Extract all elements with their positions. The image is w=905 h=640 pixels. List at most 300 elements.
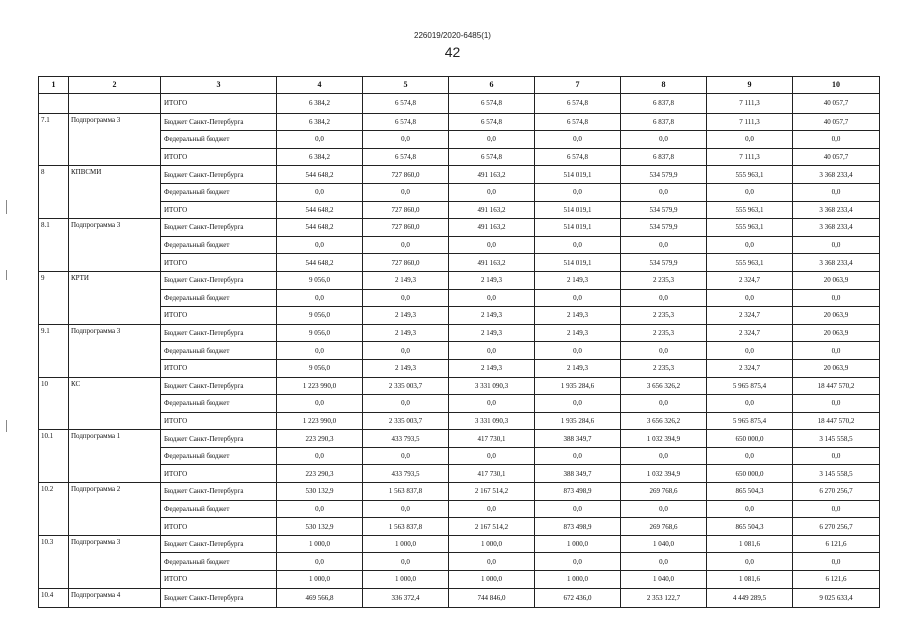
amount-cell: 417 730,1 xyxy=(449,465,535,483)
amount-cell: 865 504,3 xyxy=(707,518,793,536)
funding-source-cell: ИТОГО xyxy=(161,94,277,114)
amount-cell: 0,0 xyxy=(277,131,363,149)
amount-cell: 6 574,8 xyxy=(535,148,621,166)
amount-cell: 9 056,0 xyxy=(277,324,363,342)
funding-source-cell: Бюджет Санкт-Петербурга xyxy=(161,535,277,553)
table-row xyxy=(39,483,880,501)
amount-cell: 2 149,3 xyxy=(535,271,621,289)
funding-source-cell: Бюджет Санкт-Петербурга xyxy=(161,166,277,184)
amount-cell: 0,0 xyxy=(363,131,449,149)
funding-source-cell: ИТОГО xyxy=(161,307,277,325)
amount-cell: 727 860,0 xyxy=(363,201,449,219)
amount-cell: 6 574,8 xyxy=(449,148,535,166)
amount-cell: 9 056,0 xyxy=(277,307,363,325)
amount-cell: 0,0 xyxy=(707,342,793,360)
funding-source-cell: ИТОГО xyxy=(161,412,277,430)
amount-cell: 20 063,9 xyxy=(793,324,880,342)
amount-cell: 873 498,9 xyxy=(535,518,621,536)
funding-source-cell: Бюджет Санкт-Петербурга xyxy=(161,271,277,289)
table-row xyxy=(39,201,880,219)
funding-source-cell: Федеральный бюджет xyxy=(161,236,277,254)
amount-cell: 433 793,5 xyxy=(363,465,449,483)
amount-cell: 0,0 xyxy=(707,553,793,571)
amount-cell: 1 223 990,0 xyxy=(277,377,363,395)
amount-cell: 1 935 284,6 xyxy=(535,377,621,395)
funding-source-cell: Федеральный бюджет xyxy=(161,395,277,413)
amount-cell: 530 132,9 xyxy=(277,483,363,501)
amount-cell: 6 574,8 xyxy=(535,113,621,131)
amount-cell: 1 563 837,8 xyxy=(363,483,449,501)
amount-cell: 1 081,6 xyxy=(707,571,793,589)
scan-edge-mark xyxy=(6,420,7,432)
amount-cell: 0,0 xyxy=(535,447,621,465)
amount-cell: 0,0 xyxy=(363,236,449,254)
amount-cell: 865 504,3 xyxy=(707,483,793,501)
amount-cell: 0,0 xyxy=(793,395,880,413)
amount-cell: 269 768,6 xyxy=(621,483,707,501)
amount-cell: 2 149,3 xyxy=(449,359,535,377)
amount-cell: 514 019,1 xyxy=(535,201,621,219)
amount-cell: 0,0 xyxy=(621,342,707,360)
column-header: 9 xyxy=(707,77,793,94)
amount-cell: 0,0 xyxy=(449,447,535,465)
amount-cell: 544 648,2 xyxy=(277,201,363,219)
table-row xyxy=(39,500,880,518)
table-row xyxy=(39,342,880,360)
amount-cell: 2 335 003,7 xyxy=(363,412,449,430)
amount-cell: 672 436,0 xyxy=(535,588,621,608)
amount-cell: 2 167 514,2 xyxy=(449,483,535,501)
column-header: 2 xyxy=(69,77,161,94)
funding-source-cell: Бюджет Санкт-Петербурга xyxy=(161,377,277,395)
amount-cell: 0,0 xyxy=(277,183,363,201)
amount-cell: 269 768,6 xyxy=(621,518,707,536)
funding-source-cell: Бюджет Санкт-Петербурга xyxy=(161,430,277,448)
amount-cell: 2 335 003,7 xyxy=(363,377,449,395)
amount-cell: 417 730,1 xyxy=(449,430,535,448)
amount-cell: 7 111,3 xyxy=(707,148,793,166)
amount-cell: 6 574,8 xyxy=(363,113,449,131)
column-header: 8 xyxy=(621,77,707,94)
table-row xyxy=(39,571,880,589)
table-row xyxy=(39,465,880,483)
amount-cell: 223 290,3 xyxy=(277,430,363,448)
amount-cell: 2 149,3 xyxy=(449,271,535,289)
amount-cell: 727 860,0 xyxy=(363,219,449,237)
amount-cell: 1 000,0 xyxy=(535,535,621,553)
amount-cell: 534 579,9 xyxy=(621,254,707,272)
amount-cell: 20 063,9 xyxy=(793,271,880,289)
amount-cell: 4 449 289,5 xyxy=(707,588,793,608)
funding-source-cell: Федеральный бюджет xyxy=(161,183,277,201)
amount-cell: 18 447 570,2 xyxy=(793,377,880,395)
amount-cell: 3 368 233,4 xyxy=(793,201,880,219)
row-number-cell xyxy=(39,94,69,114)
column-header: 10 xyxy=(793,77,880,94)
page-number: 42 xyxy=(444,44,461,60)
table-row xyxy=(39,131,880,149)
amount-cell: 7 111,3 xyxy=(707,94,793,114)
table-header-row xyxy=(39,77,880,94)
amount-cell: 0,0 xyxy=(277,447,363,465)
table-row xyxy=(39,395,880,413)
funding-source-cell: Федеральный бюджет xyxy=(161,131,277,149)
amount-cell: 469 566,8 xyxy=(277,588,363,608)
amount-cell: 0,0 xyxy=(793,553,880,571)
program-name-cell: Подпрограмма 1 xyxy=(69,430,161,483)
program-name-cell: Подпрограмма 3 xyxy=(69,324,161,377)
amount-cell: 0,0 xyxy=(707,289,793,307)
funding-source-cell: ИТОГО xyxy=(161,465,277,483)
funding-source-cell: ИТОГО xyxy=(161,201,277,219)
table-row xyxy=(39,307,880,325)
amount-cell: 2 324,7 xyxy=(707,307,793,325)
column-header: 1 xyxy=(39,77,69,94)
funding-source-cell: Бюджет Санкт-Петербурга xyxy=(161,588,277,608)
row-number-cell: 10.3 xyxy=(39,535,69,588)
amount-cell: 0,0 xyxy=(793,289,880,307)
amount-cell: 0,0 xyxy=(793,342,880,360)
amount-cell: 0,0 xyxy=(621,183,707,201)
row-number-cell: 7.1 xyxy=(39,113,69,166)
amount-cell: 2 149,3 xyxy=(363,271,449,289)
amount-cell: 3 368 233,4 xyxy=(793,219,880,237)
amount-cell: 18 447 570,2 xyxy=(793,412,880,430)
amount-cell: 0,0 xyxy=(363,447,449,465)
amount-cell: 2 235,3 xyxy=(621,307,707,325)
amount-cell: 6 837,8 xyxy=(621,148,707,166)
amount-cell: 491 163,2 xyxy=(449,166,535,184)
program-name-cell: КПВСМИ xyxy=(69,166,161,219)
program-name-cell: Подпрограмма 3 xyxy=(69,535,161,588)
amount-cell: 388 349,7 xyxy=(535,430,621,448)
funding-source-cell: ИТОГО xyxy=(161,359,277,377)
amount-cell: 40 057,7 xyxy=(793,113,880,131)
amount-cell: 744 846,0 xyxy=(449,588,535,608)
amount-cell: 1 000,0 xyxy=(277,535,363,553)
funding-source-cell: Федеральный бюджет xyxy=(161,500,277,518)
amount-cell: 0,0 xyxy=(793,447,880,465)
amount-cell: 0,0 xyxy=(277,236,363,254)
amount-cell: 1 000,0 xyxy=(363,571,449,589)
amount-cell: 0,0 xyxy=(363,553,449,571)
amount-cell: 6 837,8 xyxy=(621,94,707,114)
row-number-cell: 10.4 xyxy=(39,588,69,608)
amount-cell: 0,0 xyxy=(707,236,793,254)
amount-cell: 0,0 xyxy=(707,183,793,201)
amount-cell: 1 081,6 xyxy=(707,535,793,553)
amount-cell: 1 000,0 xyxy=(535,571,621,589)
amount-cell: 3 656 326,2 xyxy=(621,412,707,430)
program-name-cell: Подпрограмма 3 xyxy=(69,113,161,166)
amount-cell: 1 040,0 xyxy=(621,535,707,553)
amount-cell: 1 935 284,6 xyxy=(535,412,621,430)
column-header: 3 xyxy=(161,77,277,94)
amount-cell: 544 648,2 xyxy=(277,166,363,184)
amount-cell: 40 057,7 xyxy=(793,94,880,114)
amount-cell: 2 149,3 xyxy=(363,307,449,325)
amount-cell: 336 372,4 xyxy=(363,588,449,608)
amount-cell: 0,0 xyxy=(449,131,535,149)
amount-cell: 1 000,0 xyxy=(449,535,535,553)
amount-cell: 3 368 233,4 xyxy=(793,166,880,184)
amount-cell: 2 324,7 xyxy=(707,359,793,377)
amount-cell: 5 965 875,4 xyxy=(707,377,793,395)
amount-cell: 1 032 394,9 xyxy=(621,430,707,448)
funding-source-cell: Бюджет Санкт-Петербурга xyxy=(161,219,277,237)
amount-cell: 544 648,2 xyxy=(277,254,363,272)
scan-edge-mark xyxy=(6,200,7,214)
amount-cell: 1 000,0 xyxy=(449,571,535,589)
amount-cell: 6 270 256,7 xyxy=(793,518,880,536)
table-row xyxy=(39,359,880,377)
amount-cell: 2 235,3 xyxy=(621,324,707,342)
table-row xyxy=(39,254,880,272)
row-number-cell: 8.1 xyxy=(39,219,69,272)
amount-cell: 0,0 xyxy=(621,447,707,465)
amount-cell: 2 149,3 xyxy=(363,359,449,377)
row-number-cell: 10.1 xyxy=(39,430,69,483)
amount-cell: 388 349,7 xyxy=(535,465,621,483)
amount-cell: 0,0 xyxy=(793,236,880,254)
amount-cell: 40 057,7 xyxy=(793,148,880,166)
amount-cell: 9 025 633,4 xyxy=(793,588,880,608)
amount-cell: 0,0 xyxy=(621,289,707,307)
table-row xyxy=(39,430,880,448)
amount-cell: 0,0 xyxy=(535,395,621,413)
table-row xyxy=(39,166,880,184)
amount-cell: 6 837,8 xyxy=(621,113,707,131)
funding-source-cell: Бюджет Санкт-Петербурга xyxy=(161,324,277,342)
amount-cell: 2 235,3 xyxy=(621,359,707,377)
amount-cell: 514 019,1 xyxy=(535,166,621,184)
amount-cell: 0,0 xyxy=(707,447,793,465)
amount-cell: 0,0 xyxy=(363,500,449,518)
amount-cell: 0,0 xyxy=(363,183,449,201)
amount-cell: 1 000,0 xyxy=(363,535,449,553)
amount-cell: 0,0 xyxy=(621,131,707,149)
amount-cell: 727 860,0 xyxy=(363,166,449,184)
amount-cell: 6 384,2 xyxy=(277,113,363,131)
table-row xyxy=(39,113,880,131)
amount-cell: 491 163,2 xyxy=(449,201,535,219)
amount-cell: 650 000,0 xyxy=(707,430,793,448)
table-row xyxy=(39,289,880,307)
scan-edge-mark xyxy=(6,270,7,280)
table-row xyxy=(39,94,880,114)
table-row xyxy=(39,219,880,237)
amount-cell: 650 000,0 xyxy=(707,465,793,483)
amount-cell: 3 656 326,2 xyxy=(621,377,707,395)
amount-cell: 0,0 xyxy=(793,500,880,518)
amount-cell: 1 000,0 xyxy=(277,571,363,589)
amount-cell: 0,0 xyxy=(707,131,793,149)
amount-cell: 534 579,9 xyxy=(621,201,707,219)
amount-cell: 6 574,8 xyxy=(535,94,621,114)
column-header: 6 xyxy=(449,77,535,94)
amount-cell: 0,0 xyxy=(621,236,707,254)
amount-cell: 0,0 xyxy=(707,500,793,518)
amount-cell: 6 384,2 xyxy=(277,94,363,114)
amount-cell: 2 324,7 xyxy=(707,324,793,342)
amount-cell: 0,0 xyxy=(535,342,621,360)
amount-cell: 9 056,0 xyxy=(277,359,363,377)
amount-cell: 0,0 xyxy=(363,395,449,413)
budget-table-body xyxy=(39,77,880,608)
amount-cell: 6 574,8 xyxy=(363,148,449,166)
row-number-cell: 8 xyxy=(39,166,69,219)
amount-cell: 1 563 837,8 xyxy=(363,518,449,536)
table-row xyxy=(39,447,880,465)
funding-source-cell: Федеральный бюджет xyxy=(161,553,277,571)
row-number-cell: 10 xyxy=(39,377,69,430)
table-row xyxy=(39,148,880,166)
amount-cell: 0,0 xyxy=(449,395,535,413)
amount-cell: 555 963,1 xyxy=(707,201,793,219)
funding-source-cell: Федеральный бюджет xyxy=(161,289,277,307)
row-number-cell: 10.2 xyxy=(39,483,69,536)
amount-cell: 0,0 xyxy=(277,342,363,360)
table-row xyxy=(39,271,880,289)
amount-cell: 1 032 394,9 xyxy=(621,465,707,483)
funding-source-cell: Бюджет Санкт-Петербурга xyxy=(161,113,277,131)
table-row xyxy=(39,377,880,395)
amount-cell: 3 331 090,3 xyxy=(449,377,535,395)
amount-cell: 3 331 090,3 xyxy=(449,412,535,430)
column-header: 4 xyxy=(277,77,363,94)
amount-cell: 1 223 990,0 xyxy=(277,412,363,430)
amount-cell: 491 163,2 xyxy=(449,254,535,272)
table-row xyxy=(39,553,880,571)
amount-cell: 0,0 xyxy=(363,289,449,307)
document-number: 226019/2020-6485(1) xyxy=(414,31,491,40)
amount-cell: 0,0 xyxy=(621,395,707,413)
amount-cell: 514 019,1 xyxy=(535,219,621,237)
amount-cell: 0,0 xyxy=(535,500,621,518)
amount-cell: 0,0 xyxy=(277,553,363,571)
amount-cell: 0,0 xyxy=(449,183,535,201)
amount-cell: 6 574,8 xyxy=(363,94,449,114)
program-name-cell: КРТИ xyxy=(69,271,161,324)
amount-cell: 2 149,3 xyxy=(449,324,535,342)
amount-cell: 727 860,0 xyxy=(363,254,449,272)
amount-cell: 0,0 xyxy=(449,500,535,518)
funding-source-cell: Бюджет Санкт-Петербурга xyxy=(161,483,277,501)
row-number-cell: 9 xyxy=(39,271,69,324)
amount-cell: 0,0 xyxy=(707,395,793,413)
table-row xyxy=(39,588,880,608)
amount-cell: 20 063,9 xyxy=(793,359,880,377)
amount-cell: 1 040,0 xyxy=(621,571,707,589)
amount-cell: 6 574,8 xyxy=(449,94,535,114)
program-name-cell: КС xyxy=(69,377,161,430)
amount-cell: 0,0 xyxy=(535,553,621,571)
amount-cell: 6 121,6 xyxy=(793,535,880,553)
column-header: 5 xyxy=(363,77,449,94)
amount-cell: 555 963,1 xyxy=(707,166,793,184)
amount-cell: 433 793,5 xyxy=(363,430,449,448)
program-name-cell: Подпрограмма 2 xyxy=(69,483,161,536)
amount-cell: 555 963,1 xyxy=(707,254,793,272)
amount-cell: 7 111,3 xyxy=(707,113,793,131)
amount-cell: 0,0 xyxy=(535,289,621,307)
funding-source-cell: Федеральный бюджет xyxy=(161,447,277,465)
amount-cell: 2 167 514,2 xyxy=(449,518,535,536)
table-row xyxy=(39,518,880,536)
amount-cell: 2 353 122,7 xyxy=(621,588,707,608)
amount-cell: 6 574,8 xyxy=(449,113,535,131)
table-row xyxy=(39,236,880,254)
amount-cell: 534 579,9 xyxy=(621,166,707,184)
amount-cell: 534 579,9 xyxy=(621,219,707,237)
amount-cell: 0,0 xyxy=(793,183,880,201)
amount-cell: 2 149,3 xyxy=(535,324,621,342)
amount-cell: 6 121,6 xyxy=(793,571,880,589)
amount-cell: 0,0 xyxy=(449,289,535,307)
amount-cell: 555 963,1 xyxy=(707,219,793,237)
amount-cell: 0,0 xyxy=(363,342,449,360)
amount-cell: 6 270 256,7 xyxy=(793,483,880,501)
amount-cell: 0,0 xyxy=(535,236,621,254)
amount-cell: 0,0 xyxy=(621,553,707,571)
amount-cell: 0,0 xyxy=(449,342,535,360)
funding-source-cell: ИТОГО xyxy=(161,518,277,536)
amount-cell: 3 145 558,5 xyxy=(793,465,880,483)
program-name-cell: Подпрограмма 3 xyxy=(69,219,161,272)
row-number-cell: 9.1 xyxy=(39,324,69,377)
table-row xyxy=(39,412,880,430)
amount-cell: 3 368 233,4 xyxy=(793,254,880,272)
amount-cell: 2 149,3 xyxy=(449,307,535,325)
funding-source-cell: ИТОГО xyxy=(161,254,277,272)
column-header: 7 xyxy=(535,77,621,94)
amount-cell: 2 149,3 xyxy=(363,324,449,342)
amount-cell: 530 132,9 xyxy=(277,518,363,536)
amount-cell: 20 063,9 xyxy=(793,307,880,325)
funding-source-cell: ИТОГО xyxy=(161,571,277,589)
amount-cell: 514 019,1 xyxy=(535,254,621,272)
program-name-cell: Подпрограмма 4 xyxy=(69,588,161,608)
table-row xyxy=(39,183,880,201)
table-row xyxy=(39,324,880,342)
amount-cell: 223 290,3 xyxy=(277,465,363,483)
amount-cell: 0,0 xyxy=(449,236,535,254)
program-name-cell xyxy=(69,94,161,114)
amount-cell: 0,0 xyxy=(793,131,880,149)
amount-cell: 0,0 xyxy=(277,395,363,413)
amount-cell: 0,0 xyxy=(535,131,621,149)
amount-cell: 3 145 558,5 xyxy=(793,430,880,448)
amount-cell: 873 498,9 xyxy=(535,483,621,501)
funding-source-cell: Федеральный бюджет xyxy=(161,342,277,360)
funding-source-cell: ИТОГО xyxy=(161,148,277,166)
amount-cell: 0,0 xyxy=(277,500,363,518)
amount-cell: 2 324,7 xyxy=(707,271,793,289)
amount-cell: 2 235,3 xyxy=(621,271,707,289)
amount-cell: 9 056,0 xyxy=(277,271,363,289)
amount-cell: 544 648,2 xyxy=(277,219,363,237)
amount-cell: 6 384,2 xyxy=(277,148,363,166)
amount-cell: 0,0 xyxy=(277,289,363,307)
amount-cell: 0,0 xyxy=(621,500,707,518)
table-row xyxy=(39,535,880,553)
budget-table xyxy=(38,76,880,608)
amount-cell: 0,0 xyxy=(535,183,621,201)
amount-cell: 491 163,2 xyxy=(449,219,535,237)
amount-cell: 0,0 xyxy=(449,553,535,571)
amount-cell: 5 965 875,4 xyxy=(707,412,793,430)
amount-cell: 2 149,3 xyxy=(535,359,621,377)
